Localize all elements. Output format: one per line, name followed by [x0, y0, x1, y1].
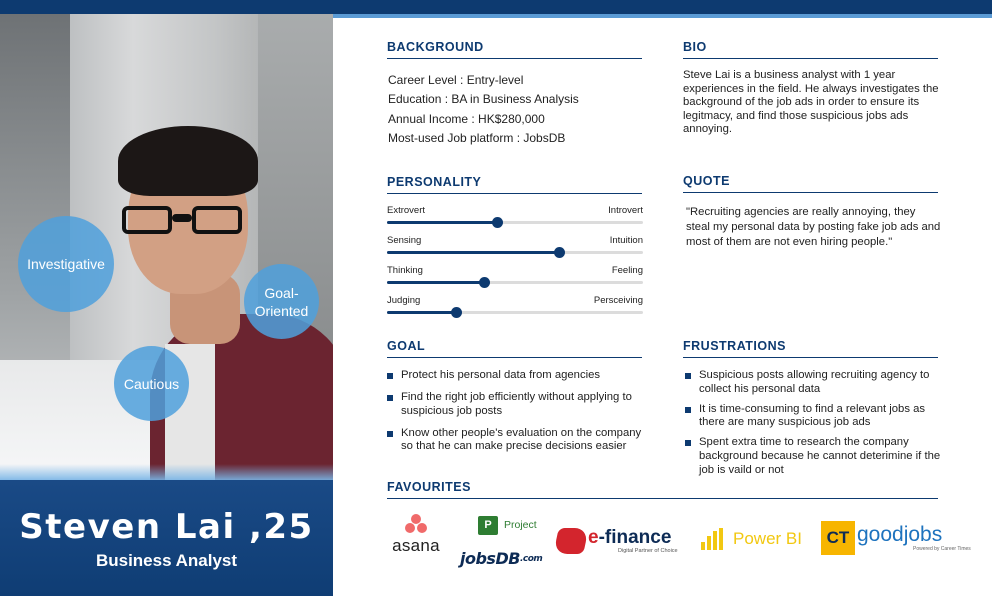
scale-fill: [387, 311, 456, 314]
jobsdb-wordmark: jobsDB: [460, 549, 520, 568]
scale-left-label: Extrovert: [387, 205, 426, 216]
goodjobs-wordmark: goodjobs: [857, 523, 943, 546]
frustrations-heading: FRUSTRATIONS: [683, 339, 938, 358]
scale-knob: [492, 217, 503, 228]
personality-heading: PERSONALITY: [387, 175, 642, 194]
scale-knob: [451, 307, 462, 318]
top-bar: [0, 0, 992, 14]
jobsdb-logo: [460, 549, 542, 568]
goal-item: Find the right job efficiently without applying to suspicious job posts: [387, 391, 647, 418]
project-icon: P: [478, 516, 498, 535]
top-accent-bar: [333, 14, 992, 18]
goal-heading: GOAL: [387, 339, 642, 358]
efinance-mark-icon: [553, 528, 589, 554]
scale-fill: [387, 281, 484, 284]
scale-right-label: Persceiving: [593, 295, 643, 306]
asana-dots-icon: [403, 514, 429, 534]
scale-track: [387, 311, 643, 314]
scale-track: [387, 221, 643, 224]
persona-role: Business Analyst: [95, 551, 238, 570]
asana-wordmark: asana: [392, 536, 440, 555]
trait-bubble-goal-oriented: Goal-Oriented: [244, 264, 319, 339]
jobsdb-suffix: .com: [519, 553, 543, 564]
efinance-tagline: Digital Partner of Choice: [618, 548, 678, 554]
goodjobs-tagline: Powered by Career Times: [913, 546, 971, 552]
scale-left-label: Judging: [387, 295, 421, 306]
scale-left-label: Thinking: [387, 265, 423, 276]
ct-mark-icon: CT: [821, 521, 855, 555]
scale-right-label: Intuition: [609, 235, 643, 246]
personality-scale-judging-perceiving: [387, 295, 643, 325]
scale-knob: [479, 277, 490, 288]
persona-name: Steven Lai ,25: [19, 507, 314, 547]
background-item: Career Level : Entry-level: [388, 73, 524, 87]
personality-scale-thinking-feeling: [387, 265, 643, 295]
background-item: Annual Income : HK$280,000: [388, 111, 545, 126]
name-banner: [0, 480, 333, 596]
frustration-item: Spent extra time to research the company background because he cannot deterimine if the job is vaild or not: [685, 436, 947, 477]
personality-scale-sensing-intuition: [387, 235, 643, 265]
personality-scale-extrovert-introvert: [387, 205, 643, 235]
scale-knob: [554, 247, 565, 258]
powerbi-bars-icon: [701, 528, 725, 550]
scale-right-label: Feeling: [611, 265, 643, 276]
quote-text: "Recruiting agencies are really annoying, they steal my personal data by posting fake job ads and most of them are not even hiring people.": [686, 206, 941, 248]
efinance-logo: [556, 526, 678, 556]
scale-fill: [387, 251, 559, 254]
trait-bubble-investigative: Investigative: [18, 216, 114, 312]
goal-item: Protect his personal data from agencies: [387, 369, 647, 383]
scale-right-label: Introvert: [608, 205, 643, 216]
background-item: Most-used Job platform : JobsDB: [388, 130, 566, 145]
quote-heading: QUOTE: [683, 174, 938, 193]
project-wordmark: Project: [504, 519, 537, 531]
powerbi-logo: [701, 526, 802, 552]
asana-logo: [386, 514, 446, 558]
ms-project-logo: [478, 515, 537, 535]
background-heading: BACKGROUND: [387, 40, 642, 59]
bio-heading: BIO: [683, 40, 938, 59]
goal-item: Know other people's evaluation on the company so that he can make precise decisions easier: [387, 427, 647, 454]
favourites-heading: FAVOURITES: [387, 480, 938, 499]
scale-track: [387, 251, 643, 254]
efinance-wordmark: e-finance: [588, 527, 672, 548]
scale-left-label: Sensing: [387, 235, 422, 246]
powerbi-wordmark: Power BI: [733, 529, 802, 548]
scale-fill: [387, 221, 497, 224]
frustration-item: Suspicious posts allowing recruiting agency to collect his personal data: [685, 369, 947, 396]
frustration-item: It is time-consuming to find a relevant jobs as there are many suspicious job ads: [685, 403, 947, 430]
trait-bubble-cautious: Cautious: [114, 346, 189, 421]
ctgoodjobs-logo: [821, 520, 971, 556]
frustrations-list: [685, 369, 947, 484]
background-list: [388, 71, 643, 148]
goal-list: [387, 369, 647, 462]
background-item: Education : BA in Business Analysis: [388, 92, 579, 107]
scale-track: [387, 281, 643, 284]
bio-text: Steve Lai is a business analyst with 1 year experiences in the field. He always investigates the background of the job ads in order to ensure its legitmacy, and find those suspicious jobs ads annoying.: [683, 69, 939, 135]
